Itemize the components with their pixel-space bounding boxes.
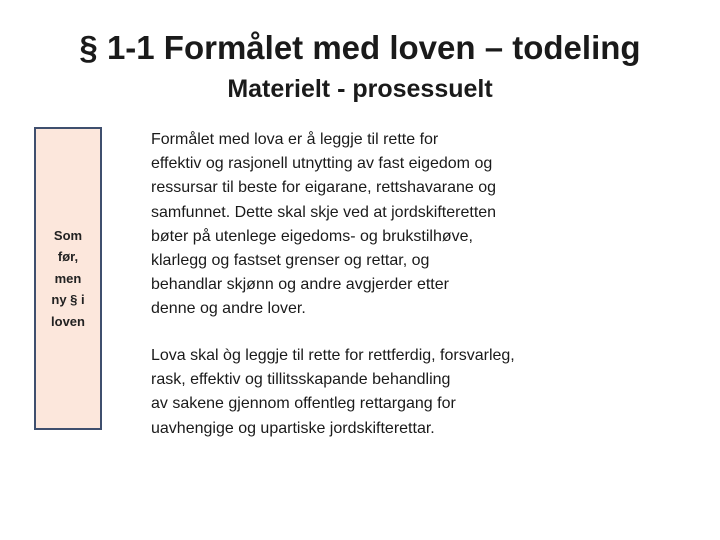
paragraph-line: uavhengige og upartiske jordskifterettar. <box>151 419 435 437</box>
side-note-text <box>51 225 85 333</box>
paragraph-line: av sakene gjennom offentleg rettargang for <box>151 395 456 413</box>
paragraph-line: ressursar til beste for eigarane, rettshavarane og <box>151 179 497 197</box>
side-note-box <box>34 127 102 430</box>
slide-title: § 1-1 Formålet med loven – todeling <box>79 29 641 66</box>
purpose-paragraph-material <box>151 128 581 322</box>
paragraph-line: effektiv og rasjonell utnytting av fast eigedom og <box>151 155 493 173</box>
paragraph-line: bøter på utenlege eigedoms- og brukstilhøve, <box>151 227 473 245</box>
side-note-line: men <box>54 270 82 286</box>
slide-subtitle: Materielt - prosessuelt <box>227 75 493 103</box>
side-note-line: før, <box>57 249 79 265</box>
side-note-line: ny § i <box>51 292 85 308</box>
paragraph-line: rask, effektiv og tillitsskapande behandling <box>151 371 451 389</box>
paragraph-line: klarlegg og fastset grenser og rettar, og <box>151 252 430 270</box>
paragraph-line: Lova skal òg leggje til rette for rettferdig, forsvarleg, <box>151 347 515 364</box>
side-note-line: loven <box>51 313 85 329</box>
paragraph-line: Formålet med lova er å leggje til rette for <box>151 131 439 148</box>
paragraph-line: samfunnet. Dette skal skje ved at jordskifteretten <box>151 203 497 221</box>
paragraph-line: behandlar skjønn og andre avgjerder etter <box>151 276 449 294</box>
paragraph-line: denne og andre lover. <box>151 300 306 318</box>
side-note-line: Som <box>53 227 83 243</box>
purpose-paragraph-procedural <box>151 344 581 441</box>
